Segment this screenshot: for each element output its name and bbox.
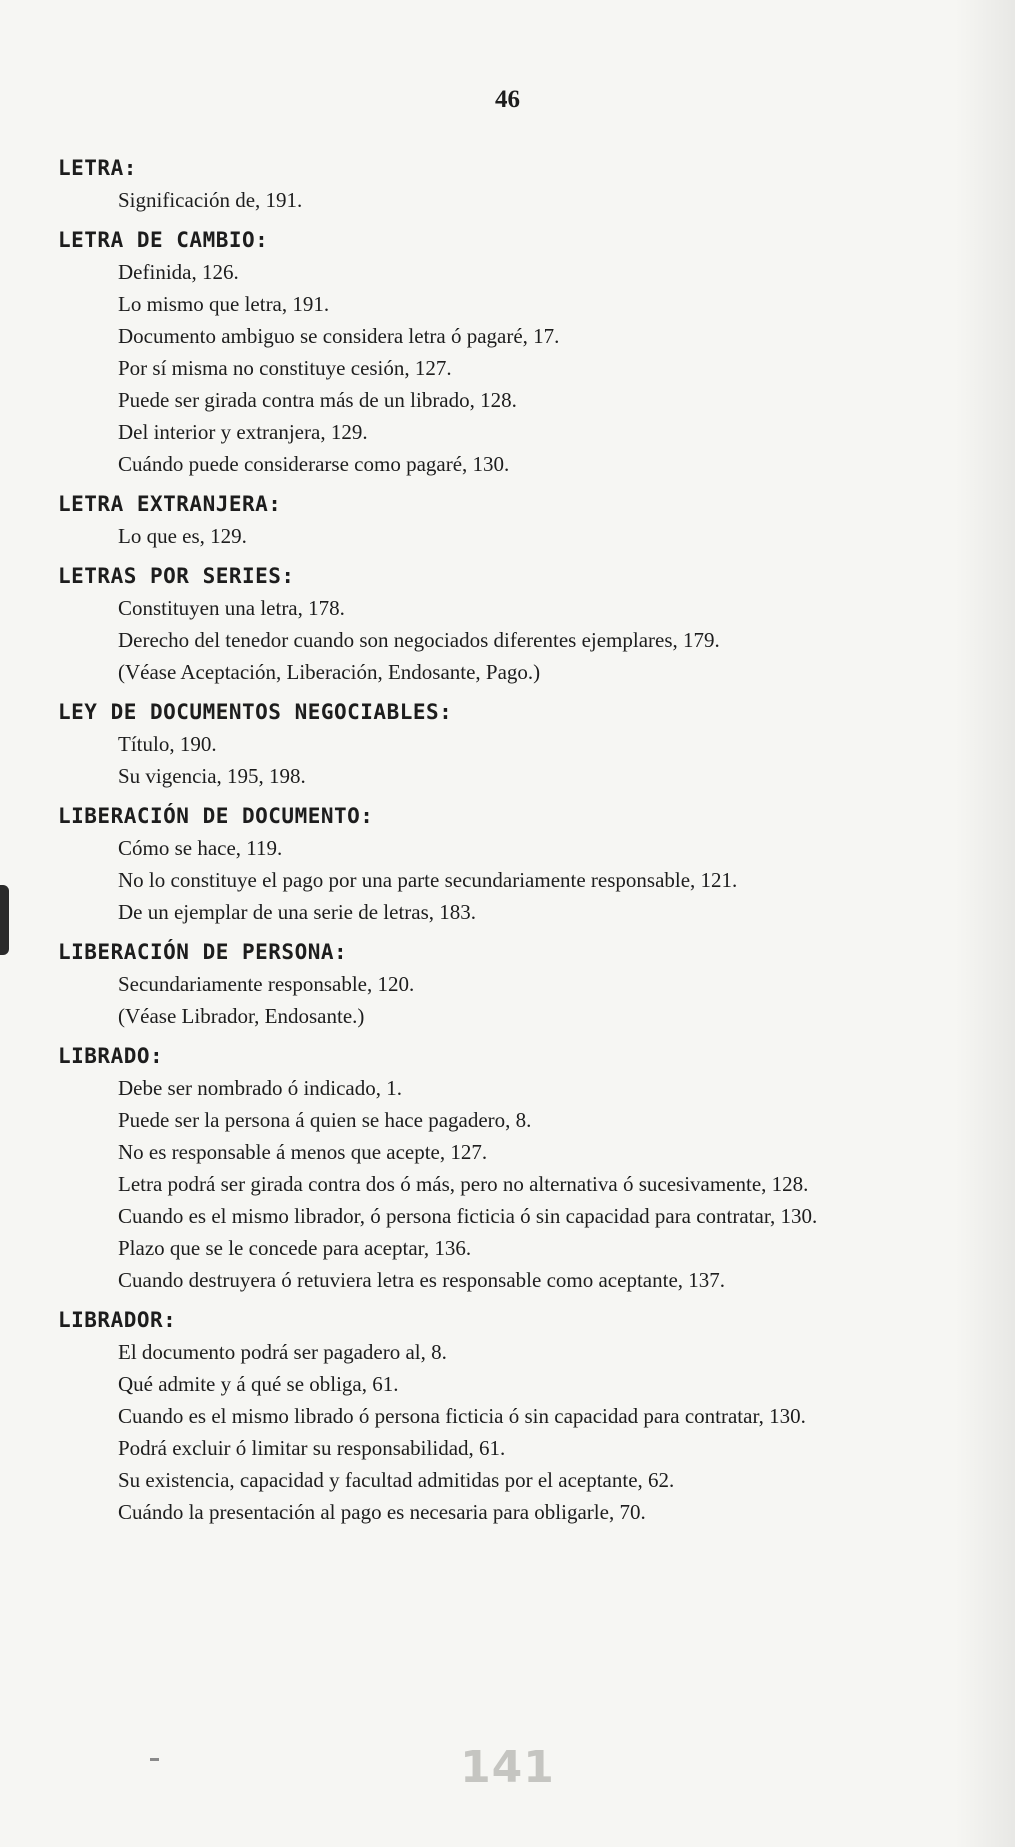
entry-heading: LEY DE DOCUMENTOS NEGOCIABLES: [58, 700, 453, 724]
entry-heading: LETRA EXTRANJERA: [58, 492, 282, 516]
subentry: No es responsable á menos que acepte, 127. [118, 1140, 488, 1164]
entry-subentries [58, 256, 963, 480]
index-entry [58, 936, 963, 1032]
subentry: De un ejemplar de una serie de letras, 183. [118, 900, 477, 924]
subentry: Lo que es, 129. [118, 524, 247, 548]
subentry: (Véase Aceptación, Liberación, Endosante, Pago.) [118, 660, 541, 684]
subentry: Plazo que se le concede para aceptar, 136. [118, 1236, 472, 1260]
index-entry [58, 1040, 963, 1296]
subentry: Cuando destruyera ó retuviera letra es responsable como aceptante, 137. [118, 1268, 726, 1292]
subentry: Letra podrá ser girada contra dos ó más, pero no alternativa ó sucesivamente, 128. [118, 1172, 809, 1196]
index-list [58, 152, 963, 1536]
entry-subentries [58, 832, 963, 928]
entry-subentries [58, 1336, 963, 1528]
subentry: Su existencia, capacidad y facultad admitidas por el aceptante, 62. [118, 1468, 675, 1492]
subentry: Cómo se hace, 119. [118, 836, 283, 860]
entry-heading: LIBRADOR: [58, 1308, 177, 1332]
index-entry [58, 1304, 963, 1528]
subentry: Derecho del tenedor cuando son negociados diferentes ejemplares, 179. [118, 628, 720, 652]
subentry: Qué admite y á qué se obliga, 61. [118, 1372, 399, 1396]
subentry: El documento podrá ser pagadero al, 8. [118, 1340, 447, 1364]
entry-heading: LIBERACIÓN DE PERSONA: [58, 940, 348, 964]
index-entry [58, 224, 963, 480]
subentry: Puede ser la persona á quien se hace pagadero, 8. [118, 1108, 532, 1132]
index-entry [58, 152, 963, 216]
subentry: Cuándo puede considerarse como pagaré, 130. [118, 452, 510, 476]
subentry: Cuándo la presentación al pago es necesaria para obligarle, 70. [118, 1500, 646, 1524]
entry-subentries [58, 728, 963, 792]
subentry: Documento ambiguo se considera letra ó pagaré, 17. [118, 324, 560, 348]
subentry: Cuando es el mismo librador, ó persona ficticia ó sin capacidad para contratar, 130. [118, 1204, 818, 1228]
entry-heading: LETRA DE CAMBIO: [58, 228, 269, 252]
subentry: Cuando es el mismo librado ó persona ficticia ó sin capacidad para contratar, 130. [118, 1404, 806, 1428]
entry-heading: LIBERACIÓN DE DOCUMENTO: [58, 804, 374, 828]
entry-subentries [58, 184, 963, 216]
entry-heading: LIBRADO: [58, 1044, 164, 1068]
subentry: (Véase Librador, Endosante.) [118, 1004, 365, 1028]
entry-heading: LETRA: [58, 156, 137, 180]
subentry: Significación de, 191. [118, 188, 303, 212]
subentry: Podrá excluir ó limitar su responsabilidad, 61. [118, 1436, 506, 1460]
subentry: Título, 190. [118, 732, 217, 756]
page-number: 46 [495, 86, 520, 113]
subentry: Definida, 126. [118, 260, 239, 284]
subentry: Su vigencia, 195, 198. [118, 764, 306, 788]
entry-subentries [58, 592, 963, 688]
subentry: Del interior y extranjera, 129. [118, 420, 368, 444]
scan-edge-shadow [955, 0, 1015, 1847]
subentry: Secundariamente responsable, 120. [118, 972, 415, 996]
subentry: No lo constituye el pago por una parte secundariamente responsable, 121. [118, 868, 738, 892]
entry-subentries [58, 968, 963, 1032]
index-entry [58, 560, 963, 688]
subentry: Por sí misma no constituye cesión, 127. [118, 356, 452, 380]
index-entry [58, 800, 963, 928]
entry-heading: LETRAS POR SERIES: [58, 564, 295, 588]
subentry: Constituyen una letra, 178. [118, 596, 345, 620]
subentry: Debe ser nombrado ó indicado, 1. [118, 1076, 403, 1100]
entry-subentries [58, 1072, 963, 1296]
footer-stamp: 141 [460, 1742, 555, 1793]
subentry: Puede ser girada contra más de un librado, 128. [118, 388, 517, 412]
entry-subentries [58, 520, 963, 552]
subentry: Lo mismo que letra, 191. [118, 292, 330, 316]
binding-mark [0, 885, 9, 955]
index-entry [58, 488, 963, 552]
index-entry [58, 696, 963, 792]
